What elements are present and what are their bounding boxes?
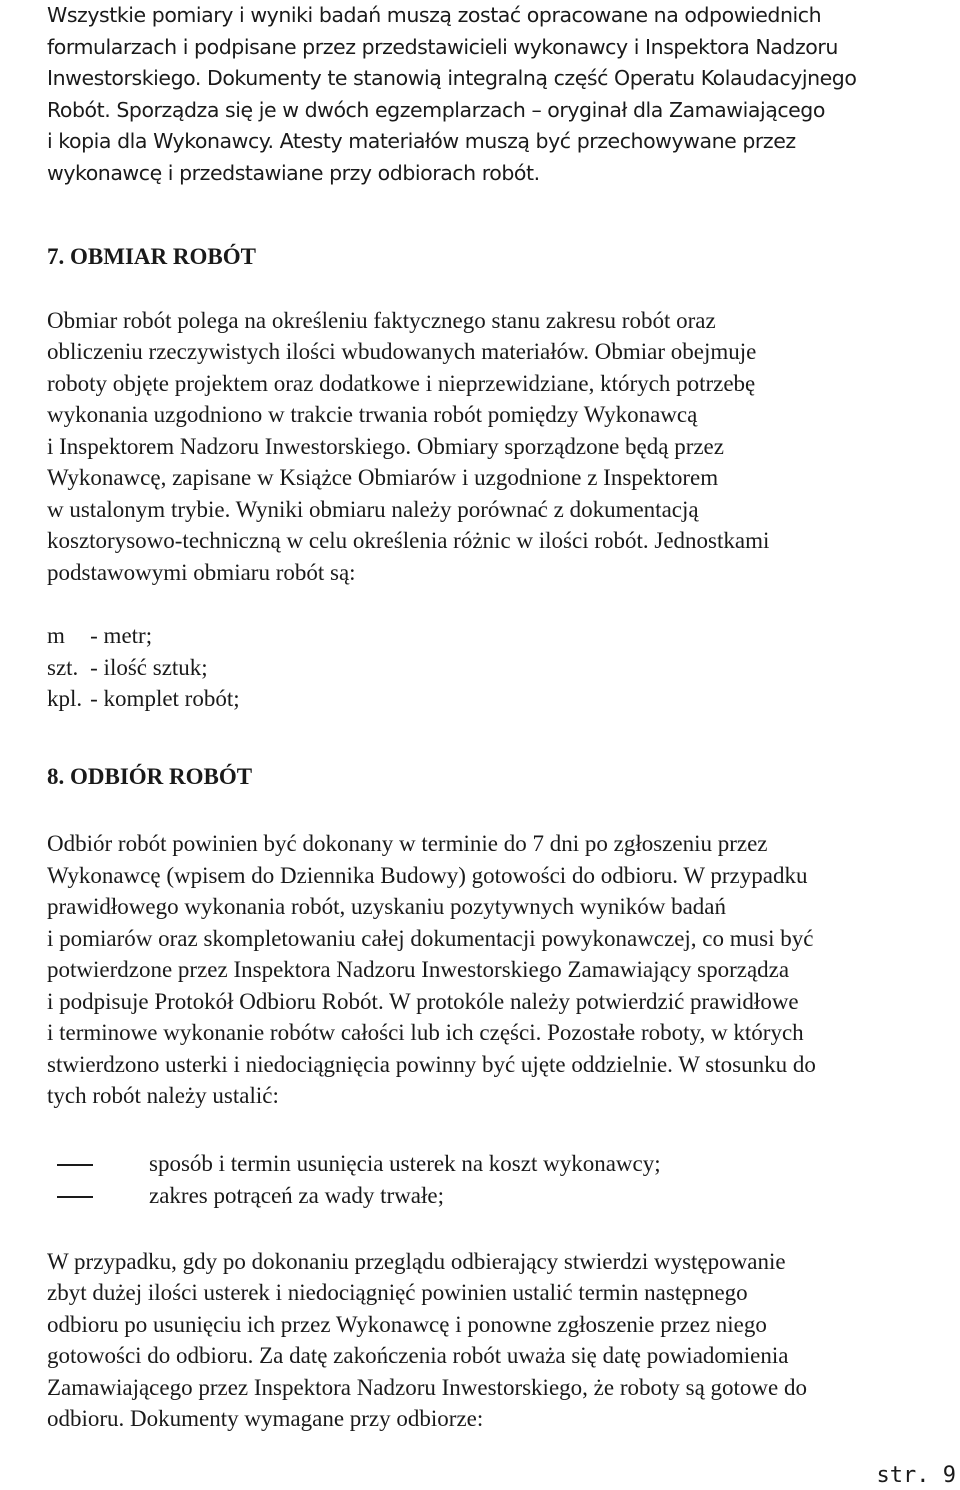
paragraph-line: odbioru po usunięciu ich przez Wykonawcę i ponowne zgłoszenie przez niego xyxy=(47,1311,767,1337)
paragraph-line: Odbiór robót powinien być dokonany w terminie do 7 dni po zgłoszeniu przez xyxy=(47,831,768,856)
closing-paragraph xyxy=(47,1246,959,1435)
paragraph-line: roboty objęte projektem oraz dodatkowe i nieprzewidziane, których potrzebę xyxy=(47,370,756,396)
unit-abbr: kpl. xyxy=(47,686,83,711)
paragraph-line: tych robót należy ustalić: xyxy=(47,1083,279,1108)
paragraph-line: i podpisuje Protokół Odbioru Robót. W protokóle należy potwierdzić prawidłowe xyxy=(47,988,799,1014)
paragraph-line: prawidłowego wykonania robót, uzyskaniu pozytywnych wyników badań xyxy=(47,894,726,919)
intro-line: i kopia dla Wykonawcy. Atesty materiałów muszą być przechowywane przez xyxy=(47,129,796,153)
paragraph-line: obliczeniu rzeczywistych ilości wbudowanych materiałów. Obmiar obejmuje xyxy=(47,339,757,364)
list-item xyxy=(47,1180,959,1212)
unit-row xyxy=(47,652,240,684)
paragraph-line: i pomiarów oraz skompletowaniu całej dokumentacji powykonawczej, co musi być xyxy=(47,925,814,951)
paragraph-line: i Inspektorem Nadzoru Inwestorskiego. Obmiary sporządzone będą przez xyxy=(47,433,724,459)
list-item-text: zakres potrąceń za wady trwałe; xyxy=(149,1182,445,1208)
paragraph-line: podstawowymi obmiaru robót są: xyxy=(47,559,356,585)
paragraph-line: gotowości do odbioru. Za datę zakończenia robót uważa się datę powiadomienia xyxy=(47,1343,789,1368)
dash-bullet-icon xyxy=(57,1164,93,1166)
paragraph-line: odbioru. Dokumenty wymagane przy odbiorze: xyxy=(47,1406,484,1431)
intro-line: wykonawcę i przedstawiane przy odbiorach robót. xyxy=(47,160,540,185)
intro-line: Robót. Sporządza się je w dwóch egzemplarzach – oryginał dla Zamawiającego xyxy=(47,97,825,122)
dash-bullet-icon xyxy=(57,1196,93,1198)
document-page xyxy=(47,0,959,1435)
section-heading-odbior: 8. ODBIÓR ROBÓT xyxy=(47,763,253,789)
paragraph-line: wykonania uzgodniono w trakcie trwania robót pomiędzy Wykonawcą xyxy=(47,402,698,427)
section-heading-obmiar: 7. OBMIAR ROBÓT xyxy=(47,244,256,269)
paragraph-line: stwierdzono usterki i niedociągnięcia powinny być ujęte oddzielnie. W stosunku do xyxy=(47,1051,816,1077)
odbior-paragraph xyxy=(47,828,959,1112)
intro-line: Wszystkie pomiary i wyniki badań muszą zostać opracowane na odpowiednich xyxy=(47,3,822,27)
intro-line: Inwestorskiego. Dokumenty te stanowią integralną część Operatu Kolaudacyjnego xyxy=(47,66,857,90)
intro-paragraph xyxy=(47,0,959,189)
list-item-text: sposób i termin usunięcia usterek na koszt wykonawcy; xyxy=(149,1150,661,1176)
unit-row xyxy=(47,620,240,652)
obmiar-paragraph xyxy=(47,305,959,589)
paragraph-line: Wykonawcę, zapisane w Książce Obmiarów i uzgodnione z Inspektorem xyxy=(47,465,719,490)
paragraph-line: W przypadku, gdy po dokonaniu przeglądu odbierający stwierdzi występowanie xyxy=(47,1248,786,1274)
unit-row xyxy=(47,683,240,715)
unit-desc: - komplet robót; xyxy=(90,686,240,711)
units-table xyxy=(47,620,240,715)
paragraph-line: Zamawiającego przez Inspektora Nadzoru Inwestorskiego, że roboty są gotowe do xyxy=(47,1374,807,1400)
paragraph-line: Wykonawcę (wpisem do Dziennika Budowy) gotowości do odbioru. W przypadku xyxy=(47,862,808,888)
unit-abbr: m xyxy=(47,623,65,648)
paragraph-line: zbyt dużej ilości usterek i niedociągnięć powinien ustalić termin następnego xyxy=(47,1280,748,1305)
list-item xyxy=(47,1148,959,1180)
intro-line: formularzach i podpisane przez przedstawicieli wykonawcy i Inspektora Nadzoru xyxy=(47,34,838,59)
unit-desc: - ilość sztuk; xyxy=(90,654,208,680)
paragraph-line: potwierdzone przez Inspektora Nadzoru Inwestorskiego Zamawiający sporządza xyxy=(47,957,790,982)
remediation-list xyxy=(47,1148,959,1212)
paragraph-line: w ustalonym trybie. Wyniki obmiaru należy porównać z dokumentacją xyxy=(47,496,699,522)
paragraph-line: i terminowe wykonanie robótw całości lub ich części. Pozostałe roboty, w których xyxy=(47,1020,804,1045)
page-number: str. 9 xyxy=(876,1463,956,1488)
paragraph-line: kosztorysowo-techniczną w celu określenia różnic w ilości robót. Jednostkami xyxy=(47,528,770,553)
paragraph-line: Obmiar robót polega na określeniu faktycznego stanu zakresu robót oraz xyxy=(47,307,716,333)
unit-abbr: szt. xyxy=(47,654,79,680)
unit-desc: - metr; xyxy=(90,623,153,648)
